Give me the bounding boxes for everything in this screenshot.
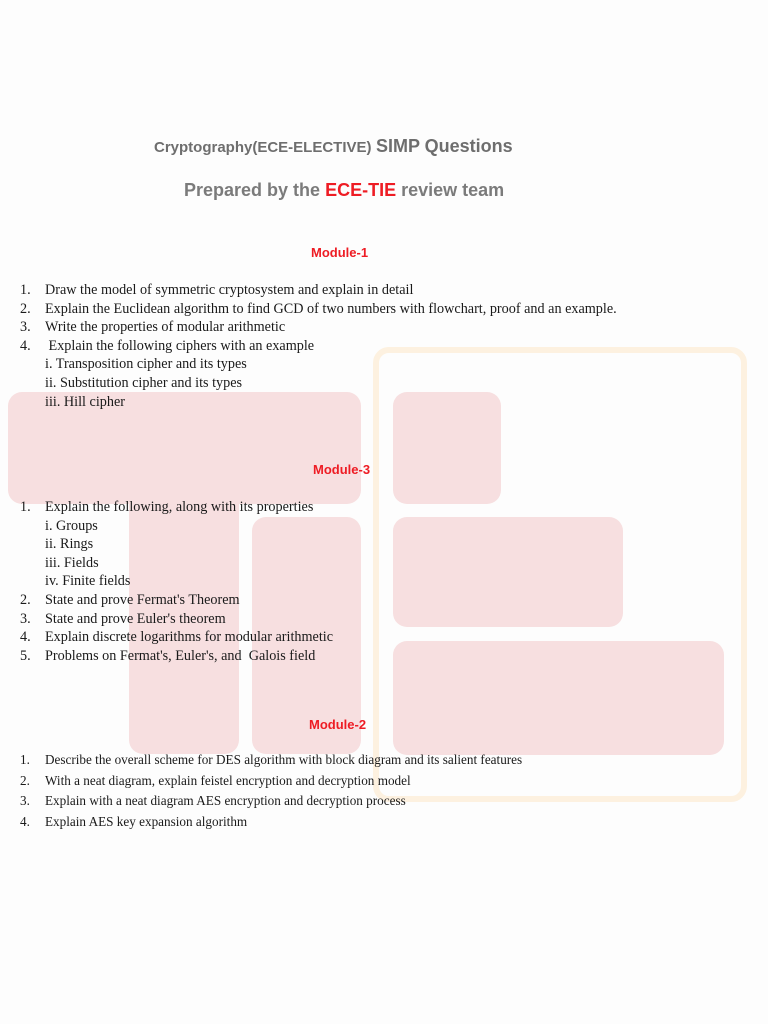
module-3-questions [20,498,333,665]
title-label: SIMP Questions [375,136,513,156]
question-subitem: iii. Fields [45,554,99,571]
module-1-questions [20,281,617,411]
module-2-questions [20,750,522,832]
question-item: 2. With a neat diagram, explain feistel encryption and decryption model [20,772,411,788]
module-1-heading: Module-1 [311,245,369,260]
module-3-heading: Module-3 [313,462,371,477]
question-item: 3. Write the properties of modular arithmetic [20,319,286,336]
question-item: 2. State and prove Fermat's Theorem [20,591,240,608]
title-subject: Cryptography(ECE-ELECTIVE) [154,139,372,156]
prepared-prefix: Prepared by the [184,180,321,200]
question-item: 1. Describe the overall scheme for DES algorithm with block diagram and its salient features [20,752,523,767]
document-title [154,136,513,157]
question-subitem: ii. Substitution cipher and its types [45,374,243,391]
prepared-by-line [184,180,504,201]
prepared-suffix: review team [401,180,505,200]
question-item: 3. Explain with a neat diagram AES encryption and decryption process [20,793,406,808]
team-name: ECE-TIE [325,180,397,200]
watermark-block [393,641,724,755]
question-item: 3. State and prove Euler's theorem [20,610,226,627]
question-subitem: i. Transposition cipher and its types [45,356,247,373]
question-item: 1. Draw the model of symmetric cryptosystem and explain in detail [20,282,414,298]
question-subitem: iv. Finite fields [45,573,131,590]
question-subitem: ii. Rings [45,536,94,553]
question-item: 1. Explain the following, along with its properties [20,499,314,515]
question-subitem: iii. Hill cipher [45,393,125,410]
module-2-heading: Module-2 [309,717,367,732]
question-item: 5. Problems on Fermat's, Euler's, and Galois field [20,647,316,664]
question-item: 2. Explain the Euclidean algorithm to find GCD of two numbers with flowchart, proof and an example. [20,300,617,317]
watermark-block [393,517,623,627]
question-item: 4. Explain the following ciphers with an example [20,337,315,354]
question-subitem: i. Groups [45,517,98,534]
question-item: 4. Explain discrete logarithms for modular arithmetic [20,629,333,646]
question-item: 4. Explain AES key expansion algorithm [20,813,248,829]
